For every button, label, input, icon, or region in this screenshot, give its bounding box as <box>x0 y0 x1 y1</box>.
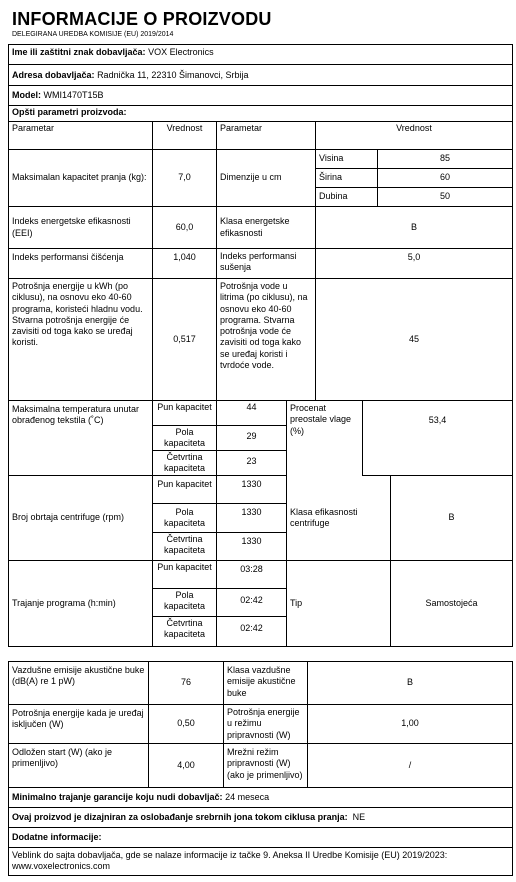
supplier-address-label: Adresa dobavljača: <box>12 70 95 80</box>
noise-class-value: B <box>307 662 512 705</box>
spin-load-quarter: Četvrtina kapaciteta <box>152 533 216 561</box>
delay-start-label: Odložen start (W) (ako je primenljivo) <box>9 744 148 788</box>
model-value: WMI1470T15B <box>43 90 104 100</box>
off-mode-label: Potrošnja energije kada je uređaj isključen (W) <box>9 705 148 744</box>
spin-value-quarter: 1330 <box>216 533 286 561</box>
type-label: Tip <box>286 561 390 646</box>
general-section-title <box>9 106 512 122</box>
spin-value-full: 1330 <box>216 476 286 504</box>
temp-load-half: Pola kapaciteta <box>152 426 216 451</box>
duration-value-full: 03:28 <box>216 561 286 589</box>
water-consumption-value: 45 <box>315 279 512 401</box>
dimensions-label: Dimenzije u cm <box>216 150 315 207</box>
header-param-1: Parametar <box>9 122 152 150</box>
width-label: Širina <box>315 169 377 188</box>
energy-class-value: B <box>315 207 512 249</box>
height-label: Visina <box>315 150 377 169</box>
temperature-label: Maksimalna temperatura unutar obrađenog tekstila (˚C) <box>9 401 152 476</box>
silver-ions-row <box>9 808 512 828</box>
silver-ions-value: NE <box>352 812 366 822</box>
model-label: Model: <box>12 90 41 100</box>
cleaning-label: Indeks performansi čišćenja <box>9 249 152 279</box>
duration-load-half: Pola kapaciteta <box>152 589 216 617</box>
eei-value: 60,0 <box>152 207 216 249</box>
spin-class-label: Klasa efikasnosti centrifuge <box>286 476 390 561</box>
moisture-label: Procenat preostale vlage (%) <box>286 401 362 476</box>
cleaning-value: 1,040 <box>152 249 216 279</box>
width-value: 60 <box>377 169 512 188</box>
noise-class-label: Klasa vazdušne emisije akustične buke <box>223 662 307 705</box>
height-value: 85 <box>377 150 512 169</box>
network-standby-label: Mrežni režim pripravnosti (W) (ako je primenljivo) <box>223 744 307 788</box>
noise-value: 76 <box>148 662 223 705</box>
weblink-row <box>9 848 512 875</box>
supplier-address-value: Radnička 11, 22310 Šimanovci, Srbija <box>97 70 249 80</box>
off-mode-value: 0,50 <box>148 705 223 744</box>
supplier-name-label: Ime ili zaštitni znak dobavljača: <box>12 47 146 57</box>
supplier-address-row <box>9 65 512 86</box>
supplier-name-value: VOX Electronics <box>148 47 214 57</box>
energy-consumption-value: 0,517 <box>152 279 216 401</box>
additional-info-row <box>9 828 512 848</box>
warranty-label: Minimalno trajanje garancije koju nudi dobavljač: <box>12 792 223 802</box>
depth-label: Dubina <box>315 188 377 207</box>
additional-info-label: Dodatne informacije: <box>12 832 102 842</box>
silver-ions-label: Ovaj proizvod je dizajniran za oslobađanje srebrnih jona tokom ciklusa pranja: <box>12 812 348 822</box>
header-value-2: Vrednost <box>315 122 512 150</box>
noise-label: Vazdušne emisije akustične buke (dB(A) re 1 pW) <box>9 662 148 705</box>
capacity-value: 7,0 <box>152 150 216 207</box>
temp-load-full: Pun kapacitet <box>152 401 216 426</box>
spin-speed-label: Broj obrtaja centrifuge (rpm) <box>9 475 152 561</box>
moisture-value: 53,4 <box>362 401 512 476</box>
spin-class-value: B <box>390 476 512 561</box>
temp-load-quarter: Četvrtina kapaciteta <box>152 451 216 476</box>
delay-start-value: 4,00 <box>148 744 223 788</box>
standby-label: Potrošnja energije u režimu pripravnosti (W) <box>223 705 307 744</box>
general-section-label: Opšti parametri proizvoda: <box>12 107 127 117</box>
type-value: Samostojeća <box>390 561 512 646</box>
spin-value-half: 1330 <box>216 504 286 533</box>
duration-load-full: Pun kapacitet <box>152 561 216 589</box>
spin-load-full: Pun kapacitet <box>152 476 216 504</box>
energy-consumption-label: Potrošnja energije u kWh (po ciklusu), na osnovu eko 40-60 programa, koristeći hladnu vodu. Stvarna potrošnja energije će zavisiti od toga kako se uređaj koristi. <box>9 279 152 401</box>
capacity-label: Maksimalan kapacitet pranja (kg): <box>9 150 152 207</box>
duration-load-quarter: Četvrtina kapaciteta <box>152 617 216 646</box>
additional-info-table <box>8 661 513 876</box>
network-standby-value: / <box>307 744 512 788</box>
weblink-text: Veblink do sajta dobavljača, gde se nalaze informacije iz tačke 9. Aneksa II Uredbe Komisije (EU) 2019/2023: www.voxelectronics.com <box>12 850 448 872</box>
warranty-row <box>9 788 512 808</box>
page-title: INFORMACIJE O PROIZVODU <box>12 9 272 29</box>
temp-value-full: 44 <box>216 401 286 426</box>
general-params-grid <box>9 122 512 646</box>
supplier-name-row <box>9 45 512 65</box>
header-param-2: Parametar <box>216 122 315 150</box>
regulation-subtitle: DELEGIRANA UREDBA KOMISIJE (EU) 2019/2014 <box>12 31 174 38</box>
drying-label: Indeks performansi sušenja <box>216 249 315 279</box>
temp-value-quarter: 23 <box>216 451 286 476</box>
warranty-value: 24 meseca <box>225 792 270 802</box>
eei-label: Indeks energetske efikasnosti (EEI) <box>9 207 152 249</box>
standby-value: 1,00 <box>307 705 512 744</box>
product-info-table <box>8 44 513 647</box>
header-value-1: Vrednost <box>152 122 216 150</box>
duration-value-quarter: 02:42 <box>216 617 286 646</box>
duration-value-half: 02:42 <box>216 589 286 617</box>
energy-class-label: Klasa energetske efikasnosti <box>216 207 315 249</box>
water-consumption-label: Potrošnja vode u litrima (po ciklusu), na osnovu eko 40-60 programa. Stvarna potrošnja vode će zavisiti od toga kako se uređaj koristi i tvrdoće vode. <box>216 279 315 401</box>
depth-value: 50 <box>377 188 512 207</box>
temp-value-half: 29 <box>216 426 286 451</box>
spin-load-half: Pola kapaciteta <box>152 504 216 533</box>
model-row <box>9 86 512 106</box>
drying-value: 5,0 <box>315 249 512 279</box>
duration-label: Trajanje programa (h:min) <box>12 597 116 608</box>
